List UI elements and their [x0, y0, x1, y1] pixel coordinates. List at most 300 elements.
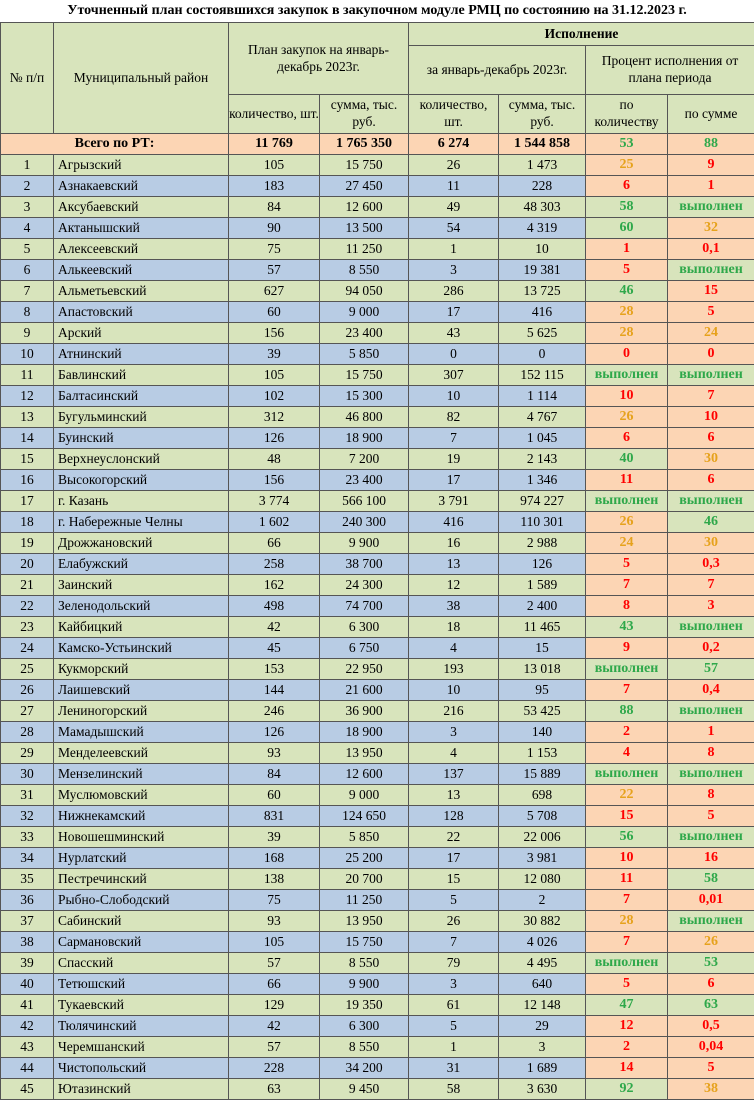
row-plan-sum: 25 200 — [320, 848, 409, 869]
row-district: Аксубаевский — [54, 197, 229, 218]
table-row — [1, 197, 754, 218]
row-exec-sum: 2 143 — [499, 449, 586, 470]
row-exec-sum: 2 — [499, 890, 586, 911]
header-exec-sum: сумма, тыс. руб. — [499, 95, 586, 134]
row-pct-sum: 0,04 — [668, 1037, 754, 1058]
row-plan-qty: 60 — [229, 785, 320, 806]
row-district: Апастовский — [54, 302, 229, 323]
row-plan-sum: 5 850 — [320, 344, 409, 365]
procurement-table — [0, 22, 754, 1100]
row-district: Алексеевский — [54, 239, 229, 260]
row-pct-sum: 8 — [668, 785, 754, 806]
row-plan-qty: 246 — [229, 701, 320, 722]
row-district: Ютазинский — [54, 1079, 229, 1100]
row-district: Лаишевский — [54, 680, 229, 701]
row-exec-sum: 152 115 — [499, 365, 586, 386]
row-num: 25 — [1, 659, 54, 680]
total-exec-sum: 1 544 858 — [499, 134, 586, 155]
table-row — [1, 260, 754, 281]
page-title: Уточненный план состоявшихся закупок в закупочном модуле РМЦ по состоянию на 31.12.2023 г. — [0, 0, 754, 22]
row-exec-sum: 5 708 — [499, 806, 586, 827]
row-plan-qty: 1 602 — [229, 512, 320, 533]
row-exec-sum: 4 495 — [499, 953, 586, 974]
row-plan-sum: 566 100 — [320, 491, 409, 512]
table-row — [1, 974, 754, 995]
row-plan-sum: 6 300 — [320, 1016, 409, 1037]
row-exec-sum: 4 319 — [499, 218, 586, 239]
row-pct-sum: 26 — [668, 932, 754, 953]
table-row — [1, 386, 754, 407]
row-num: 17 — [1, 491, 54, 512]
row-exec-sum: 126 — [499, 554, 586, 575]
row-num: 22 — [1, 596, 54, 617]
table-row — [1, 785, 754, 806]
row-pct-sum: 1 — [668, 722, 754, 743]
row-num: 2 — [1, 176, 54, 197]
row-plan-qty: 84 — [229, 197, 320, 218]
row-exec-sum: 3 981 — [499, 848, 586, 869]
row-exec-qty: 3 — [409, 260, 499, 281]
row-exec-sum: 13 018 — [499, 659, 586, 680]
row-exec-sum: 30 882 — [499, 911, 586, 932]
row-num: 40 — [1, 974, 54, 995]
row-exec-qty: 1 — [409, 1037, 499, 1058]
table-row — [1, 869, 754, 890]
row-pct-sum: 24 — [668, 323, 754, 344]
row-plan-sum: 9 900 — [320, 533, 409, 554]
table-row — [1, 239, 754, 260]
row-exec-sum: 95 — [499, 680, 586, 701]
header-exec-period: за январь-декабрь 2023г. — [409, 46, 586, 95]
row-plan-qty: 57 — [229, 953, 320, 974]
row-plan-qty: 126 — [229, 428, 320, 449]
row-pct-qty: 6 — [586, 176, 668, 197]
table-row — [1, 701, 754, 722]
row-pct-qty: выполнен — [586, 491, 668, 512]
row-exec-sum: 13 725 — [499, 281, 586, 302]
row-exec-sum: 0 — [499, 344, 586, 365]
row-num: 29 — [1, 743, 54, 764]
row-plan-qty: 156 — [229, 323, 320, 344]
header-percent: Процент исполнения от плана периода — [586, 46, 754, 95]
row-plan-sum: 11 250 — [320, 890, 409, 911]
row-district: Лениногорский — [54, 701, 229, 722]
row-district: Бавлинский — [54, 365, 229, 386]
row-pct-sum: выполнен — [668, 365, 754, 386]
table-row — [1, 533, 754, 554]
table-row — [1, 911, 754, 932]
row-exec-qty: 128 — [409, 806, 499, 827]
row-plan-qty: 138 — [229, 869, 320, 890]
row-exec-sum: 698 — [499, 785, 586, 806]
table-row — [1, 659, 754, 680]
row-pct-sum: выполнен — [668, 827, 754, 848]
row-pct-qty: 11 — [586, 470, 668, 491]
row-num: 20 — [1, 554, 54, 575]
row-exec-sum: 416 — [499, 302, 586, 323]
row-pct-qty: 10 — [586, 386, 668, 407]
row-pct-sum: выполнен — [668, 764, 754, 785]
row-num: 35 — [1, 869, 54, 890]
row-pct-qty: 10 — [586, 848, 668, 869]
row-plan-qty: 831 — [229, 806, 320, 827]
table-row — [1, 512, 754, 533]
table-row — [1, 890, 754, 911]
table-row — [1, 281, 754, 302]
row-exec-sum: 48 303 — [499, 197, 586, 218]
row-plan-qty: 228 — [229, 1058, 320, 1079]
row-exec-qty: 5 — [409, 1016, 499, 1037]
row-district: Елабужский — [54, 554, 229, 575]
table-body — [1, 134, 754, 1100]
row-exec-qty: 5 — [409, 890, 499, 911]
row-num: 38 — [1, 932, 54, 953]
row-plan-sum: 12 600 — [320, 197, 409, 218]
row-plan-qty: 126 — [229, 722, 320, 743]
row-num: 37 — [1, 911, 54, 932]
table-row — [1, 176, 754, 197]
row-pct-sum: 10 — [668, 407, 754, 428]
table-row — [1, 470, 754, 491]
row-exec-sum: 110 301 — [499, 512, 586, 533]
row-district: Актанышский — [54, 218, 229, 239]
table-row — [1, 764, 754, 785]
row-exec-sum: 2 400 — [499, 596, 586, 617]
row-exec-qty: 19 — [409, 449, 499, 470]
row-district: Кукморский — [54, 659, 229, 680]
row-num: 43 — [1, 1037, 54, 1058]
row-plan-sum: 38 700 — [320, 554, 409, 575]
table-row — [1, 1016, 754, 1037]
row-exec-qty: 18 — [409, 617, 499, 638]
row-plan-sum: 23 400 — [320, 323, 409, 344]
row-exec-sum: 15 — [499, 638, 586, 659]
row-exec-sum: 12 148 — [499, 995, 586, 1016]
row-plan-qty: 45 — [229, 638, 320, 659]
row-pct-qty: выполнен — [586, 764, 668, 785]
table-row — [1, 1058, 754, 1079]
row-num: 15 — [1, 449, 54, 470]
row-pct-qty: выполнен — [586, 953, 668, 974]
row-exec-qty: 0 — [409, 344, 499, 365]
row-exec-sum: 53 425 — [499, 701, 586, 722]
row-plan-sum: 20 700 — [320, 869, 409, 890]
row-plan-sum: 74 700 — [320, 596, 409, 617]
row-district: Агрызский — [54, 155, 229, 176]
row-district: Тюлячинский — [54, 1016, 229, 1037]
row-exec-qty: 54 — [409, 218, 499, 239]
row-pct-sum: 15 — [668, 281, 754, 302]
row-district: Балтасинский — [54, 386, 229, 407]
header-plan: План закупок на январь-декабрь 2023г. — [229, 23, 409, 95]
header-plan-sum: сумма, тыс. руб. — [320, 95, 409, 134]
row-plan-sum: 11 250 — [320, 239, 409, 260]
row-pct-sum: выполнен — [668, 260, 754, 281]
row-plan-qty: 48 — [229, 449, 320, 470]
row-district: Буинский — [54, 428, 229, 449]
row-district: Чистопольский — [54, 1058, 229, 1079]
row-num: 32 — [1, 806, 54, 827]
row-district: Спасский — [54, 953, 229, 974]
row-plan-sum: 5 850 — [320, 827, 409, 848]
row-exec-sum: 640 — [499, 974, 586, 995]
row-exec-qty: 13 — [409, 785, 499, 806]
row-plan-sum: 13 950 — [320, 911, 409, 932]
header-pct-sum: по сумме — [668, 95, 754, 134]
row-exec-qty: 17 — [409, 302, 499, 323]
row-exec-qty: 26 — [409, 911, 499, 932]
table-row — [1, 365, 754, 386]
row-plan-qty: 183 — [229, 176, 320, 197]
row-exec-qty: 11 — [409, 176, 499, 197]
row-exec-qty: 137 — [409, 764, 499, 785]
row-pct-qty: 56 — [586, 827, 668, 848]
row-plan-qty: 66 — [229, 974, 320, 995]
row-district: Рыбно-Слободский — [54, 890, 229, 911]
table-row — [1, 596, 754, 617]
table-row — [1, 827, 754, 848]
row-num: 5 — [1, 239, 54, 260]
row-pct-sum: 32 — [668, 218, 754, 239]
row-exec-sum: 1 153 — [499, 743, 586, 764]
row-num: 34 — [1, 848, 54, 869]
table-row — [1, 953, 754, 974]
row-pct-sum: 0,4 — [668, 680, 754, 701]
row-pct-qty: 7 — [586, 575, 668, 596]
table-row — [1, 680, 754, 701]
row-plan-qty: 63 — [229, 1079, 320, 1100]
row-plan-qty: 66 — [229, 533, 320, 554]
row-exec-sum: 29 — [499, 1016, 586, 1037]
row-plan-sum: 21 600 — [320, 680, 409, 701]
row-plan-qty: 84 — [229, 764, 320, 785]
row-plan-qty: 105 — [229, 155, 320, 176]
row-num: 45 — [1, 1079, 54, 1100]
row-district: Новошешминский — [54, 827, 229, 848]
table-row — [1, 428, 754, 449]
row-pct-sum: 0,01 — [668, 890, 754, 911]
row-num: 27 — [1, 701, 54, 722]
row-exec-qty: 43 — [409, 323, 499, 344]
row-exec-qty: 193 — [409, 659, 499, 680]
row-district: Заинский — [54, 575, 229, 596]
row-pct-qty: 2 — [586, 722, 668, 743]
row-exec-sum: 1 689 — [499, 1058, 586, 1079]
row-pct-qty: 1 — [586, 239, 668, 260]
total-pct-sum: 88 — [668, 134, 754, 155]
row-plan-qty: 105 — [229, 932, 320, 953]
table-row — [1, 638, 754, 659]
row-num: 7 — [1, 281, 54, 302]
row-plan-qty: 162 — [229, 575, 320, 596]
row-num: 26 — [1, 680, 54, 701]
row-plan-sum: 9 450 — [320, 1079, 409, 1100]
row-district: Азнакаевский — [54, 176, 229, 197]
row-num: 11 — [1, 365, 54, 386]
row-exec-sum: 10 — [499, 239, 586, 260]
row-exec-qty: 17 — [409, 470, 499, 491]
row-district: г. Набережные Челны — [54, 512, 229, 533]
row-pct-qty: 6 — [586, 428, 668, 449]
row-plan-sum: 27 450 — [320, 176, 409, 197]
row-pct-qty: 43 — [586, 617, 668, 638]
row-plan-sum: 13 950 — [320, 743, 409, 764]
row-pct-qty: 12 — [586, 1016, 668, 1037]
row-num: 8 — [1, 302, 54, 323]
row-pct-qty: 28 — [586, 323, 668, 344]
row-plan-sum: 34 200 — [320, 1058, 409, 1079]
row-plan-sum: 94 050 — [320, 281, 409, 302]
row-exec-sum: 974 227 — [499, 491, 586, 512]
row-plan-qty: 90 — [229, 218, 320, 239]
row-pct-sum: выполнен — [668, 197, 754, 218]
row-pct-sum: выполнен — [668, 617, 754, 638]
table-row — [1, 155, 754, 176]
row-district: Нурлатский — [54, 848, 229, 869]
row-exec-sum: 1 346 — [499, 470, 586, 491]
row-pct-sum: 0,2 — [668, 638, 754, 659]
row-plan-qty: 627 — [229, 281, 320, 302]
row-exec-qty: 31 — [409, 1058, 499, 1079]
header-num: № п/п — [1, 23, 54, 134]
row-exec-sum: 228 — [499, 176, 586, 197]
row-plan-sum: 9 000 — [320, 785, 409, 806]
row-district: Мензелинский — [54, 764, 229, 785]
row-pct-qty: 4 — [586, 743, 668, 764]
row-plan-qty: 93 — [229, 911, 320, 932]
row-num: 4 — [1, 218, 54, 239]
row-plan-qty: 57 — [229, 1037, 320, 1058]
row-exec-qty: 26 — [409, 155, 499, 176]
row-pct-sum: 6 — [668, 470, 754, 491]
row-exec-qty: 4 — [409, 743, 499, 764]
row-plan-qty: 75 — [229, 239, 320, 260]
row-plan-sum: 13 500 — [320, 218, 409, 239]
row-exec-qty: 13 — [409, 554, 499, 575]
row-pct-sum: 6 — [668, 428, 754, 449]
row-plan-qty: 39 — [229, 827, 320, 848]
table-row — [1, 743, 754, 764]
row-exec-qty: 10 — [409, 680, 499, 701]
row-district: Верхнеуслонский — [54, 449, 229, 470]
row-district: Мамадышский — [54, 722, 229, 743]
row-pct-sum: 0 — [668, 344, 754, 365]
row-district: Кайбицкий — [54, 617, 229, 638]
row-pct-sum: 6 — [668, 974, 754, 995]
row-district: Зеленодольский — [54, 596, 229, 617]
row-pct-qty: 28 — [586, 302, 668, 323]
table-row — [1, 449, 754, 470]
row-district: Пестречинский — [54, 869, 229, 890]
row-exec-qty: 12 — [409, 575, 499, 596]
row-pct-sum: 1 — [668, 176, 754, 197]
row-district: Черемшанский — [54, 1037, 229, 1058]
header-execution: Исполнение — [409, 23, 754, 46]
row-plan-sum: 8 550 — [320, 1037, 409, 1058]
row-plan-sum: 9 900 — [320, 974, 409, 995]
table-row — [1, 617, 754, 638]
row-district: г. Казань — [54, 491, 229, 512]
row-exec-qty: 1 — [409, 239, 499, 260]
table-row — [1, 407, 754, 428]
row-plan-sum: 8 550 — [320, 953, 409, 974]
row-pct-qty: 11 — [586, 869, 668, 890]
row-pct-qty: 24 — [586, 533, 668, 554]
row-exec-qty: 216 — [409, 701, 499, 722]
row-plan-qty: 60 — [229, 302, 320, 323]
table-row — [1, 218, 754, 239]
row-plan-sum: 15 750 — [320, 155, 409, 176]
row-num: 28 — [1, 722, 54, 743]
row-exec-qty: 3 — [409, 974, 499, 995]
row-exec-qty: 79 — [409, 953, 499, 974]
row-district: Альметьевский — [54, 281, 229, 302]
header-district: Муниципальный район — [54, 23, 229, 134]
row-pct-qty: 2 — [586, 1037, 668, 1058]
row-pct-sum: 8 — [668, 743, 754, 764]
row-pct-sum: 30 — [668, 449, 754, 470]
row-num: 18 — [1, 512, 54, 533]
row-district: Менделеевский — [54, 743, 229, 764]
row-plan-sum: 46 800 — [320, 407, 409, 428]
table-row — [1, 302, 754, 323]
row-exec-qty: 10 — [409, 386, 499, 407]
row-plan-sum: 15 750 — [320, 365, 409, 386]
header-exec-qty: количество, шт. — [409, 95, 499, 134]
row-plan-sum: 23 400 — [320, 470, 409, 491]
row-plan-qty: 102 — [229, 386, 320, 407]
row-plan-qty: 168 — [229, 848, 320, 869]
row-exec-qty: 61 — [409, 995, 499, 1016]
row-pct-qty: 88 — [586, 701, 668, 722]
row-plan-sum: 15 750 — [320, 932, 409, 953]
row-district: Арский — [54, 323, 229, 344]
row-exec-qty: 38 — [409, 596, 499, 617]
row-plan-sum: 6 300 — [320, 617, 409, 638]
row-num: 31 — [1, 785, 54, 806]
row-plan-sum: 18 900 — [320, 428, 409, 449]
row-exec-qty: 3 — [409, 722, 499, 743]
row-pct-sum: 53 — [668, 953, 754, 974]
row-pct-sum: 0,1 — [668, 239, 754, 260]
row-pct-qty: 0 — [586, 344, 668, 365]
row-exec-sum: 1 045 — [499, 428, 586, 449]
row-plan-qty: 144 — [229, 680, 320, 701]
row-num: 41 — [1, 995, 54, 1016]
row-district: Дрожжановский — [54, 533, 229, 554]
row-district: Атнинский — [54, 344, 229, 365]
table-row — [1, 575, 754, 596]
row-pct-sum: 63 — [668, 995, 754, 1016]
row-district: Нижнекамский — [54, 806, 229, 827]
row-exec-qty: 4 — [409, 638, 499, 659]
row-pct-sum: выполнен — [668, 491, 754, 512]
table-row — [1, 932, 754, 953]
row-pct-sum: 38 — [668, 1079, 754, 1100]
header-pct-qty: по количеству — [586, 95, 668, 134]
row-plan-qty: 42 — [229, 1016, 320, 1037]
table-row — [1, 554, 754, 575]
row-exec-sum: 5 625 — [499, 323, 586, 344]
row-district: Сармановский — [54, 932, 229, 953]
row-num: 12 — [1, 386, 54, 407]
row-exec-sum: 3 — [499, 1037, 586, 1058]
table-row — [1, 806, 754, 827]
table-row — [1, 722, 754, 743]
row-num: 30 — [1, 764, 54, 785]
row-exec-qty: 307 — [409, 365, 499, 386]
row-exec-sum: 140 — [499, 722, 586, 743]
